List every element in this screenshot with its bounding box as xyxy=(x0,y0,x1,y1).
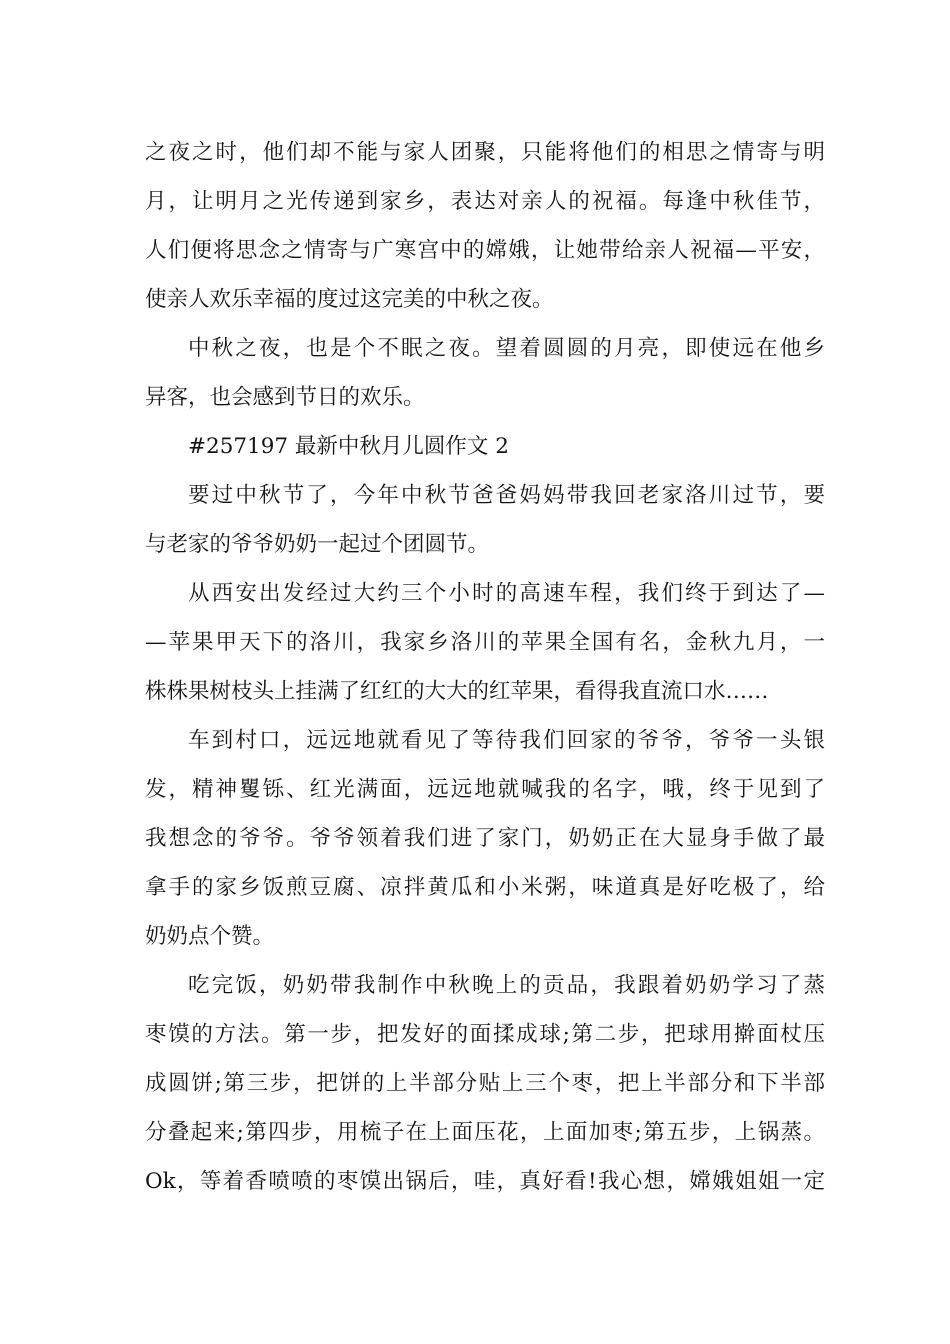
text-line: 株株果树枝头上挂满了红红的大大的红苹果，看得我直流口水…… xyxy=(145,679,769,704)
text-line: 发，精神矍铄、红光满面，远远地就喊我的名字，哦，终于见到了 xyxy=(145,777,825,802)
text-line: 异客，也会感到节日的欢乐。 xyxy=(145,385,425,410)
text-line: 与老家的爷爷奶奶一起过个团圆节。 xyxy=(145,532,490,557)
text-line: Ok，等着香喷喷的枣馍出锅后，哇，真好看!我心想，嫦娥姐姐一定 xyxy=(145,1169,825,1194)
text-line: 从西安出发经过大约三个小时的高速车程，我们终于到达了— xyxy=(188,581,825,606)
text-line: 中秋之夜，也是个不眠之夜。望着圆圆的月亮，即使远在他乡 xyxy=(188,336,825,361)
text-line: 人们便将思念之情寄与广寒宫中的嫦娥，让她带给亲人祝福—平安， xyxy=(145,238,825,263)
text-line: #257197 最新中秋月儿圆作文 2 xyxy=(188,434,509,459)
document-body xyxy=(145,128,825,1206)
text-line: 枣馍的方法。第一步，把发好的面揉成球;第二步，把球用擀面杖压 xyxy=(145,1022,825,1047)
text-line: 奶奶点个赞。 xyxy=(145,924,275,949)
text-line: 拿手的家乡饭煎豆腐、凉拌黄瓜和小米粥，味道真是好吃极了，给 xyxy=(145,875,825,900)
text-line: 我想念的爷爷。爷爷领着我们进了家门，奶奶正在大显身手做了最 xyxy=(145,826,825,851)
text-line: 成圆饼;第三步，把饼的上半部分贴上三个枣，把上半部分和下半部 xyxy=(145,1071,825,1096)
text-line: 吃完饭，奶奶带我制作中秋晚上的贡品，我跟着奶奶学习了蒸 xyxy=(188,973,825,998)
text-line: 分叠起来;第四步，用梳子在上面压花，上面加枣;第五步，上锅蒸。 xyxy=(145,1120,825,1145)
text-line: 月，让明月之光传递到家乡，表达对亲人的祝福。每逢中秋佳节， xyxy=(145,189,825,214)
text-line: —苹果甲天下的洛川，我家乡洛川的苹果全国有名，金秋九月，一 xyxy=(145,630,825,655)
text-line: 使亲人欢乐幸福的度过这完美的中秋之夜。 xyxy=(145,287,554,312)
text-line: 要过中秋节了，今年中秋节爸爸妈妈带我回老家洛川过节，要 xyxy=(188,483,825,508)
text-line: 车到村口，远远地就看见了等待我们回家的爷爷，爷爷一头银 xyxy=(188,728,825,753)
text-line: 之夜之时，他们却不能与家人团聚，只能将他们的相思之情寄与明 xyxy=(145,140,825,165)
